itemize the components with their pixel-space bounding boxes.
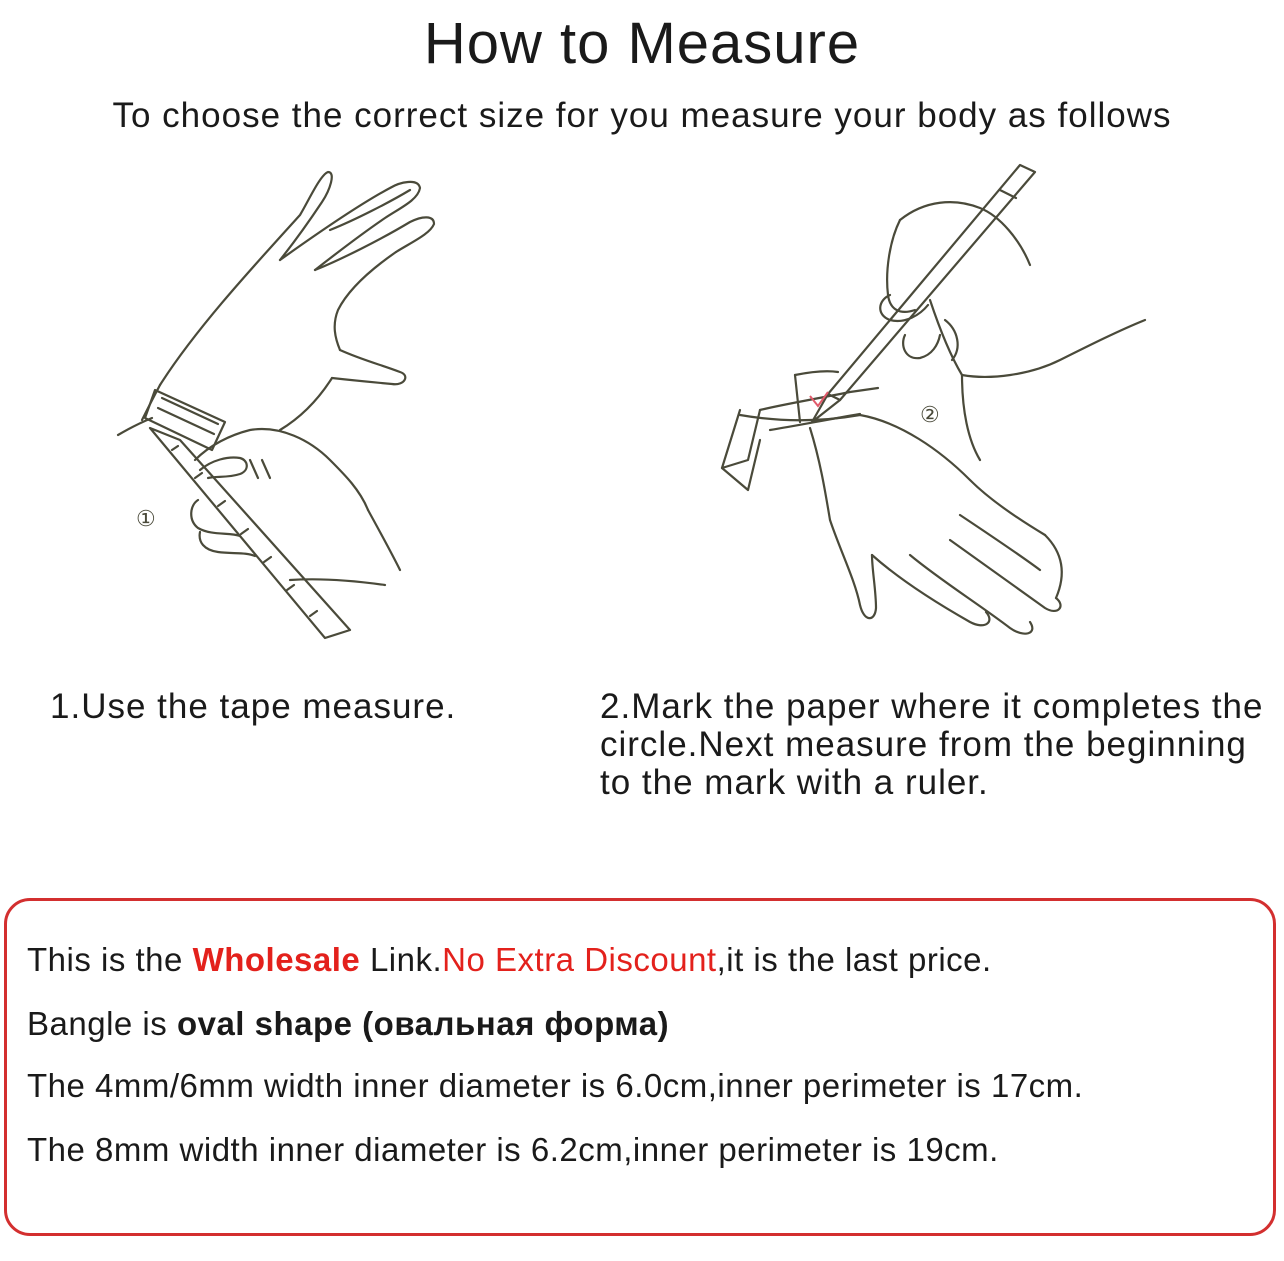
notice-line1-part3: ,it is the last price. [716,941,992,978]
no-discount-label: No Extra Discount [442,941,717,978]
notice-line-shape [27,1005,669,1043]
notice-box [4,898,1276,1236]
notice-line-8mm: The 8mm width inner diameter is 6.2cm,inner perimeter is 19cm. [27,1131,999,1168]
step-2-text: 2.Mark the paper where it completes the circle.Next measure from the beginning to the mark with a ruler. [600,687,1264,802]
tape-measure-illustration [100,160,460,650]
oval-shape-label: oval shape (овальная форма) [176,1005,670,1042]
notice-line1-part2: Link. [360,941,443,978]
notice-line-4-6mm: The 4mm/6mm width inner diameter is 6.0cm,inner perimeter is 17cm. [27,1067,1084,1104]
step-1-text: 1.Use the tape measure. [50,687,457,726]
page-title: How to Measure [423,11,861,76]
page-subtitle: To choose the correct size for you measure your body as follows [112,96,1172,135]
notice-line1-part1: This is the [27,941,193,978]
paper-mark-illustration [700,160,1160,660]
step-1-marker: ① [136,506,156,531]
step-2-marker: ② [920,402,940,427]
notice-line2-prefix: Bangle is [27,1005,177,1042]
notice-line-wholesale [27,941,992,979]
wholesale-label: Wholesale [192,941,361,978]
